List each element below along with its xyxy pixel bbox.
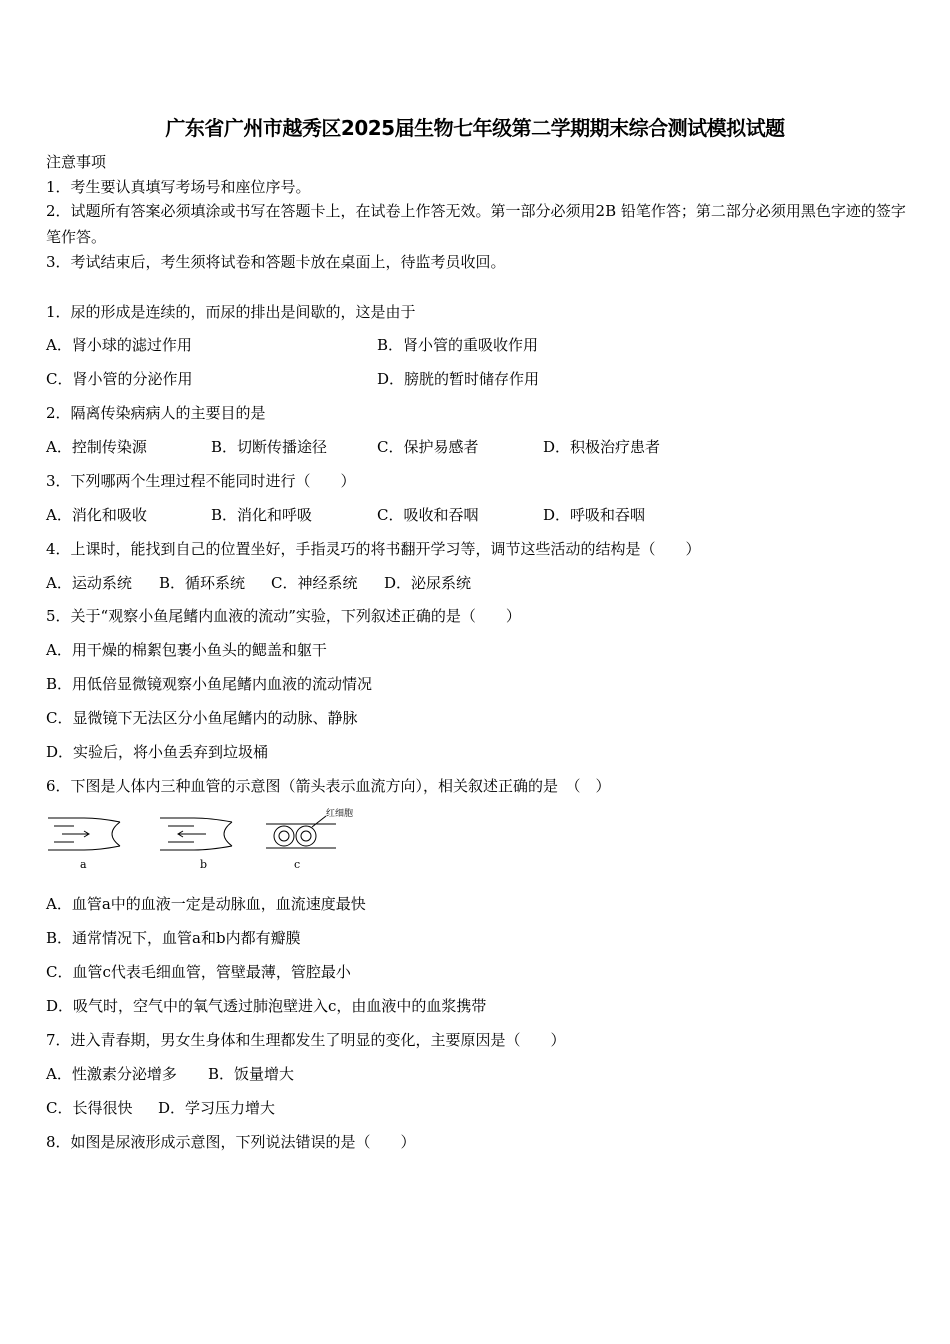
- question-3-option-b: B．消化和呼吸: [211, 506, 313, 524]
- question-2-stem: 2．隔离传染病病人的主要目的是: [46, 404, 266, 422]
- red-blood-cell-annotation: 红细胞: [326, 809, 354, 819]
- question-6-option-b: B．通常情况下，血管a和b内都有瓣膜: [46, 929, 301, 947]
- question-6-stem: 6．下图是人体内三种血管的示意图（箭头表示血流方向），相关叙述正确的是 （ ）: [46, 777, 611, 795]
- question-6-option-c: C．血管c代表毛细血管，管壁最薄，管腔最小: [46, 963, 351, 981]
- page-title: 广东省广州市越秀区2025届生物七年级第二学期期末综合测试模拟试题: [165, 116, 785, 140]
- question-7-option-c: C．长得很快: [46, 1099, 133, 1117]
- question-4-option-d: D．泌尿系统: [384, 574, 472, 592]
- vessel-b-diagram: [160, 818, 232, 850]
- vessel-c-diagram: [266, 816, 336, 848]
- vessel-a-diagram: [48, 818, 120, 850]
- question-5-option-d: D．实验后，将小鱼丢弃到垃圾桶: [46, 743, 269, 761]
- question-7-option-b: B．饭量增大: [208, 1065, 295, 1083]
- question-3-option-d: D．呼吸和吞咽: [543, 506, 646, 524]
- notice-item-1: 1．考生要认真填写考场号和座位序号。: [46, 178, 311, 196]
- vessel-b-label: b: [200, 858, 208, 871]
- question-2-option-b: B．切断传播途径: [211, 438, 328, 456]
- question-5-option-b: B．用低倍显微镜观察小鱼尾鳍内血液的流动情况: [46, 675, 373, 693]
- question-5-stem: 5．关于“观察小鱼尾鳍内血液的流动”实验，下列叙述正确的是（ ）: [46, 607, 521, 625]
- question-1-option-c: C．肾小管的分泌作用: [46, 370, 193, 388]
- question-4-option-c: C．神经系统: [271, 574, 358, 592]
- question-1-option-a: A．肾小球的滤过作用: [46, 336, 192, 354]
- question-4-option-b: B．循环系统: [159, 574, 246, 592]
- question-7-option-d: D．学习压力增大: [158, 1099, 276, 1117]
- question-2-option-d: D．积极治疗患者: [543, 438, 661, 456]
- question-4-stem: 4．上课时，能找到自己的位置坐好，手指灵巧的将书翻开学习等，调节这些活动的结构是（ ）: [46, 540, 701, 558]
- question-3-stem: 3．下列哪两个生理过程不能同时进行（ ）: [46, 472, 356, 490]
- notice-heading: 注意事项: [46, 153, 107, 171]
- question-1-option-b: B．肾小管的重吸收作用: [377, 336, 539, 354]
- notice-item-3: 3．考试结束后，考生须将试卷和答题卡放在桌面上，待监考员收回。: [46, 253, 506, 271]
- question-8-stem: 8．如图是尿液形成示意图，下列说法错误的是（ ）: [46, 1133, 416, 1151]
- question-4-option-a: A．运动系统: [46, 574, 132, 592]
- question-6-option-d: D．吸气时，空气中的氧气透过肺泡壁进入c，由血液中的血浆携带: [46, 997, 487, 1015]
- blood-vessel-figure: [44, 806, 364, 872]
- vessel-c-label: c: [294, 858, 301, 871]
- question-3-option-a: A．消化和吸收: [46, 506, 147, 524]
- vessel-a-label: a: [80, 858, 87, 871]
- question-1-option-d: D．膀胱的暂时储存作用: [377, 370, 540, 388]
- question-2-option-a: A．控制传染源: [46, 438, 147, 456]
- question-3-option-c: C．吸收和吞咽: [377, 506, 479, 524]
- question-5-option-a: A．用干燥的棉絮包裹小鱼头的鳃盖和躯干: [46, 641, 327, 659]
- question-5-option-c: C．显微镜下无法区分小鱼尾鳍内的动脉、静脉: [46, 709, 358, 727]
- question-2-option-c: C．保护易感者: [377, 438, 479, 456]
- notice-item-2: 2．试题所有答案必须填涂或书写在答题卡上，在试卷上作答无效。第一部分必须用2B 铅笔作答；第二部分必须用黑色字迹的签字笔作答。: [46, 202, 906, 246]
- question-1-stem: 1．尿的形成是连续的，而尿的排出是间歇的，这是由于: [46, 303, 416, 321]
- question-6-option-a: A．血管a中的血液一定是动脉血，血流速度最快: [46, 895, 366, 913]
- question-7-option-a: A．性激素分泌增多: [46, 1065, 177, 1083]
- question-7-stem: 7．进入青春期，男女生身体和生理都发生了明显的变化，主要原因是（ ）: [46, 1031, 566, 1049]
